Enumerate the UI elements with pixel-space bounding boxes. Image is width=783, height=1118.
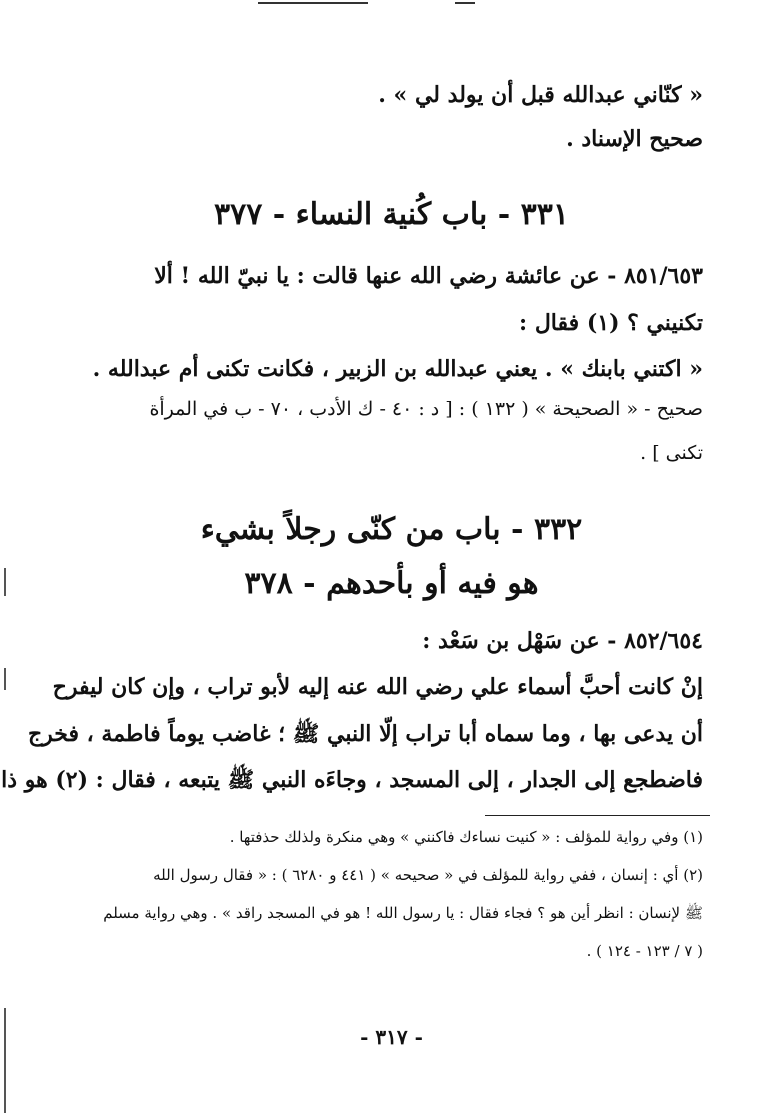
top-rule-left (258, 2, 368, 4)
hadith-grading: صحيح الإسناد . (566, 126, 703, 152)
hadith-text-line: فاضطجع إلى الجدار ، إلى المسجد ، وجاءَه النبي ﷺ يتبعه ، فقال : (٢) هو ذا (1, 767, 703, 793)
page-number: - ٣١٧ - (360, 1025, 423, 1049)
footnote-line: ﷺ لإنسان : انظر أين هو ؟ فجاء فقال : يا رسول الله ! هو في المسجد راقد » . وهي رواية مسلم (103, 904, 703, 922)
hadith-text-line: ٨٥١/٦٥٣ - عن عائشة رضي الله عنها قالت : يا نبيّ الله ! ألا (154, 263, 703, 289)
grading-line: صحيح - « الصحيحة » ( ١٣٢ ) : [ د : ٤٠ - ك الأدب ، ٧٠ - ب في المرأة (149, 398, 703, 420)
chapter-heading: هو فيه أو بأحدهم - ٣٧٨ (244, 566, 539, 601)
hadith-text-line: أن يدعى بها ، وما سماه أبا تراب إلّا النبي ﷺ ؛ غاضب يوماً فاطمة ، فخرج (27, 721, 703, 747)
margin-mark (4, 1008, 6, 1113)
footnote-separator (485, 815, 710, 816)
hadith-text-line: « اكتني بابنك » . يعني عبدالله بن الزبير ، فكانت تكنى أم عبدالله . (92, 356, 703, 382)
grading-line: تكنى ] . (640, 442, 703, 464)
top-rule-right (455, 2, 475, 4)
hadith-quote: « كنّاني عبدالله قبل أن يولد لي » . (378, 82, 703, 108)
hadith-text-line: ٨٥٢/٦٥٤ - عن سَهْل بن سَعْد : (422, 628, 703, 654)
hadith-text-line: تكنيني ؟ (١) فقال : (519, 310, 703, 336)
margin-mark (4, 568, 6, 596)
footnote-line: ( ٧ / ١٢٣ - ١٢٤ ) . (586, 942, 703, 960)
chapter-heading: ٣٣١ - باب كُنية النساء - ٣٧٧ (214, 197, 569, 232)
chapter-heading: ٣٣٢ - باب من كنّى رجلاً بشيء (200, 512, 583, 547)
footnote-line: (١) وفي رواية للمؤلف : « كنيت نساءك فاكنني » وهي منكرة ولذلك حذفتها . (229, 828, 703, 846)
hadith-text-line: إنْ كانت أحبَّ أسماء علي رضي الله عنه إليه لأبو تراب ، وإن كان ليفرح (52, 674, 703, 700)
margin-mark (4, 668, 6, 690)
footnote-line: (٢) أي : إنسان ، ففي رواية للمؤلف في « صحيحه » ( ٤٤١ و ٦٢٨٠ ) : « فقال رسول الله (153, 866, 703, 884)
